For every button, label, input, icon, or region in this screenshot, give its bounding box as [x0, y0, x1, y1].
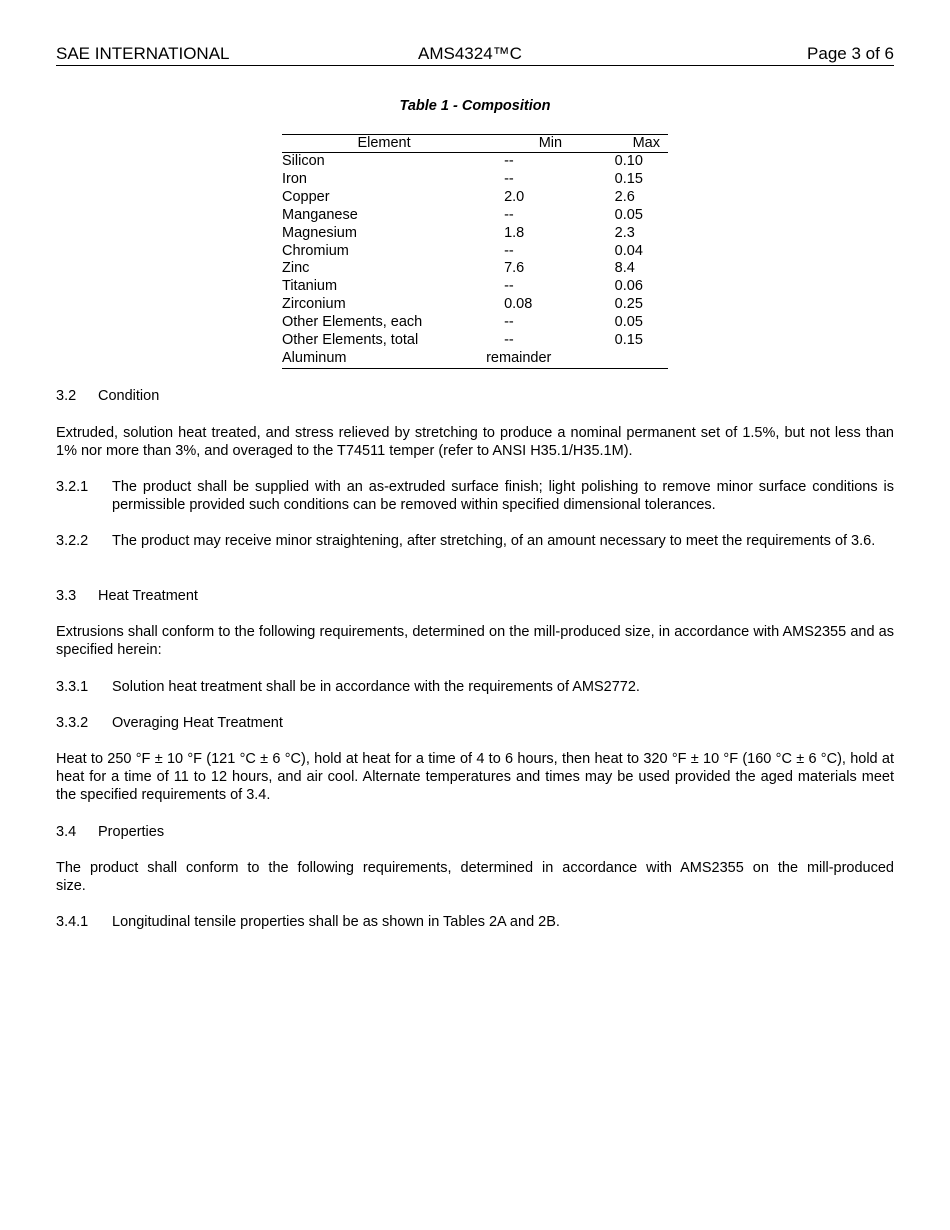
table-row [282, 332, 668, 350]
section-3-3-2-paragraph: Heat to 250 °F ± 10 °F (121 °C ± 6 °C), hold at heat for a time of 4 to 6 hours, then heat to 320 °F ± 10 °F (160 °C ± 6 °C), hold at heat for a time of 11 to 12 hours, and air cool. Alternate temperatures and times may be used provided the aged materials meet the specified requirements of 3.4. [56, 751, 894, 803]
cell-max: 0.06 [614, 278, 643, 295]
cell-element: Iron [282, 170, 307, 187]
cell-element: Copper [282, 188, 330, 205]
section-text: The product shall be supplied with an as-extruded surface finish; light polishing to remove minor surface conditions is permissible provided such conditions can be removed within specified dimensional tolerances. [112, 479, 894, 513]
cell-element: Titanium [282, 278, 338, 295]
cell-max: 0.05 [614, 314, 643, 331]
section-title: Heat Treatment [98, 588, 198, 604]
cell-min: -- [504, 153, 514, 169]
section-number: 3.2 [56, 388, 77, 404]
cell-element: Other Elements, total [282, 332, 419, 349]
column-header-element: Element [282, 135, 486, 153]
cell-min: 1.8 [504, 224, 525, 241]
cell-max: 0.15 [614, 332, 643, 349]
cell-element: Silicon [282, 153, 325, 169]
page-header [56, 44, 894, 66]
cell-max: 8.4 [614, 260, 635, 277]
section-3-3-2-heading [56, 714, 894, 732]
table-row [282, 153, 668, 171]
section-title: Properties [98, 824, 165, 840]
section-number: 3.3.1 [56, 679, 89, 695]
table-row [282, 171, 668, 189]
section-number: 3.2.2 [56, 533, 89, 549]
table-row [282, 350, 668, 368]
section-3-3-1 [56, 678, 894, 696]
table-row [282, 189, 668, 207]
table-row [282, 243, 668, 261]
section-3-4-1 [56, 913, 894, 931]
cell-min: -- [504, 278, 514, 295]
column-header-min: Min [486, 135, 615, 153]
table-row [282, 225, 668, 243]
section-number: 3.4 [56, 824, 77, 840]
table-row [282, 296, 668, 314]
section-3-2-heading [56, 387, 894, 405]
section-number: 3.3 [56, 588, 77, 604]
cell-min: -- [504, 332, 514, 349]
cell-max: 2.6 [614, 188, 635, 205]
cell-min: 2.0 [504, 188, 525, 205]
section-text: Longitudinal tensile properties shall be as shown in Tables 2A and 2B. [112, 914, 560, 930]
cell-element: Other Elements, each [282, 314, 423, 331]
cell-min: -- [504, 206, 514, 223]
cell-max: 2.3 [614, 224, 635, 241]
table-header-row [282, 135, 668, 153]
section-3-4-paragraph: The product shall conform to the following requirements, determined in accordance with AMS2355 on the mill-produced size. [56, 860, 894, 894]
section-3-3-heading [56, 587, 894, 605]
section-3-3-paragraph: Extrusions shall conform to the following requirements, determined on the mill-produced size, in accordance with AMS2355 and as specified herein: [56, 624, 894, 658]
section-3-4-heading [56, 823, 894, 841]
cell-max: 0.10 [614, 153, 643, 169]
header-doc-id: AMS4324™C [418, 44, 522, 63]
section-3-2-paragraph: Extruded, solution heat treated, and stress relieved by stretching to produce a nominal permanent set of 1.5%, but not less than 1% nor more than 3%, and overaged to the T74511 temper (refer to ANSI H35.1/H35.1M). [56, 425, 894, 459]
cell-element: Chromium [282, 242, 349, 259]
cell-min: -- [504, 314, 514, 331]
section-number: 3.2.1 [56, 479, 89, 495]
column-header-max: Max [615, 135, 668, 153]
section-3-2-2 [56, 532, 894, 550]
cell-element: Magnesium [282, 224, 357, 241]
section-text: The product may receive minor straightening, after stretching, of an amount necessary to meet the requirements of 3.6. [112, 533, 876, 549]
cell-element: Zinc [282, 260, 310, 277]
cell-element: Manganese [282, 206, 358, 223]
cell-element: Zirconium [282, 296, 346, 313]
table-row [282, 207, 668, 225]
section-title: Condition [98, 388, 160, 404]
table-row [282, 314, 668, 332]
cell-max: 0.15 [614, 170, 643, 187]
cell-element: Aluminum [282, 350, 486, 368]
header-page-number: Page 3 of 6 [807, 44, 894, 63]
table-row [282, 260, 668, 278]
cell-max: 0.04 [614, 242, 643, 259]
cell-max [615, 350, 668, 368]
composition-table [282, 134, 668, 369]
cell-max: 0.05 [614, 206, 643, 223]
section-3-2-1 [56, 478, 894, 514]
cell-min: remainder [486, 350, 615, 368]
header-org: SAE INTERNATIONAL [56, 44, 230, 63]
section-title: Overaging Heat Treatment [112, 715, 283, 731]
cell-min: 7.6 [504, 260, 525, 277]
cell-min: -- [504, 242, 514, 259]
table-row [282, 278, 668, 296]
section-number: 3.4.1 [56, 914, 89, 930]
section-text: Solution heat treatment shall be in accordance with the requirements of AMS2772. [112, 679, 640, 695]
section-number: 3.3.2 [56, 715, 89, 731]
cell-max: 0.25 [614, 296, 643, 313]
cell-min: 0.08 [504, 296, 533, 313]
table-title: Table 1 - Composition [399, 98, 551, 114]
cell-min: -- [504, 170, 514, 187]
